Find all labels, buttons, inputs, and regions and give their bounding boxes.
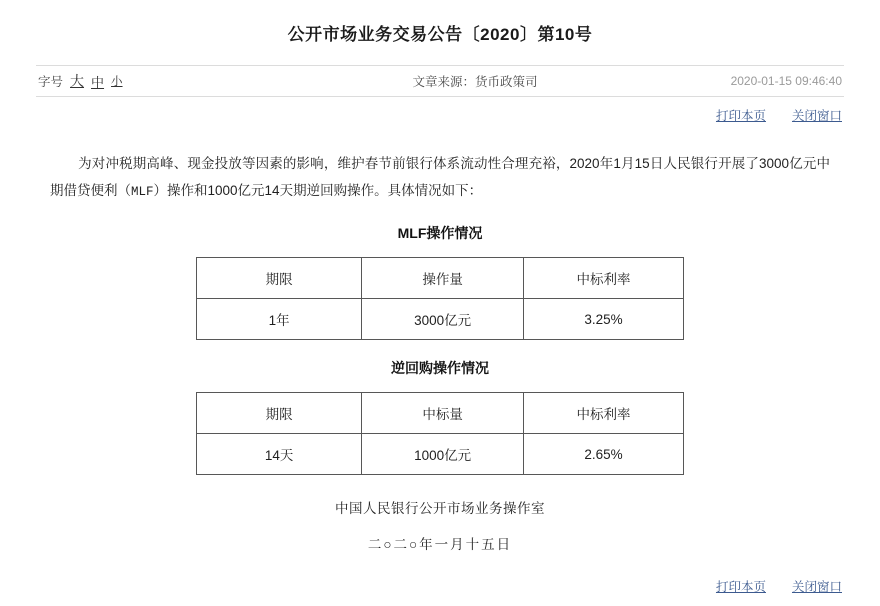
meta-bar [36,65,844,97]
font-size-medium-option[interactable]: 中 [91,74,105,90]
table-cell: 14天 [197,434,362,475]
close-window-link-bottom[interactable]: 关闭窗口 [791,580,842,594]
reverse-repo-operation-table [196,392,684,475]
table-row [197,434,684,475]
mlf-operation-table [196,257,684,340]
table-cell: 1年 [197,299,362,340]
font-size-large-option[interactable]: 大 [70,73,85,89]
table-header-cell: 中标利率 [524,393,684,434]
section-heading-reverse-repo: 逆回购操作情况 [391,360,489,376]
section-heading-mlf: MLF操作情况 [397,225,483,241]
publish-timestamp: 2020-01-15 09:46:40 [730,74,842,88]
mlf-acronym: MLF [131,185,154,199]
table-cell: 2.65% [524,434,684,475]
table-cell: 3.25% [523,299,683,340]
print-page-link-top[interactable]: 打印本页 [715,109,766,123]
table-header-cell: 期限 [197,393,362,434]
font-size-small-option[interactable]: 小 [111,76,123,88]
issue-date: 二○二○年一月十五日 [367,537,513,552]
table-header-cell: 中标量 [362,393,524,434]
issuer-signature: 中国人民银行公开市场业务操作室 [335,501,545,516]
table-header-cell: 中标利率 [523,258,683,299]
table-row [197,258,684,299]
table-header-cell: 期限 [197,258,362,299]
table-cell: 1000亿元 [362,434,524,475]
table-row [197,393,684,434]
table-row [197,299,684,340]
paragraph-part1: 为对冲税期高峰、现金投放等因素的影响，维护春节前银行体系流动性合理充裕，2020年1月15日人民银行开展了3000亿元中期借贷便利（ [50,156,830,198]
article-body [36,150,844,205]
font-size-control [36,71,308,91]
close-window-link-top[interactable]: 关闭窗口 [791,109,842,123]
table-cell: 3000亿元 [362,299,524,340]
tool-row-top [36,106,844,124]
font-size-label: 字号 [38,75,64,89]
table-header-cell: 操作量 [362,258,524,299]
tool-row-bottom [36,577,844,595]
page-title: 公开市场业务交易公告〔2020〕第10号 [287,25,593,44]
print-page-link-bottom[interactable]: 打印本页 [715,580,766,594]
article-source: 文章来源：货币政策司 [412,75,538,89]
paragraph-part2: ）操作和1000亿元14天期逆回购操作。具体情况如下： [153,183,483,198]
